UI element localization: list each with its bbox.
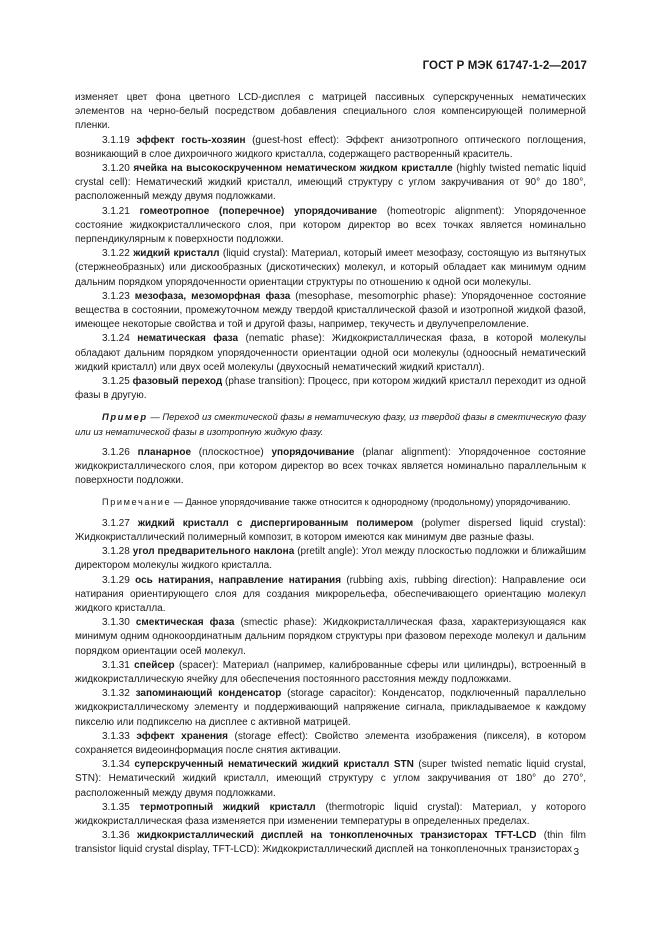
note-text: — Данное упорядочивание также относится к однородному (продольному) упорядочиванию. — [171, 497, 571, 508]
clause-number: 3.1.34 — [102, 759, 130, 771]
definition-text: (pretilt angle): Угол между плоскостью подложки и ближайшим директором молекулы жидкого кристалла. — [75, 546, 587, 572]
document-body — [75, 91, 586, 858]
definition-text: (nematic phase): Жидкокристаллическая фаза, в которой молекулы обладают дальним порядком упорядоченности ориентации одной оси молекулы (одноосный нематический жидкий кристалл) или двух осей молекулы (двухосный нематический жидкий кристалл). — [75, 333, 587, 373]
term: упорядочивание — [271, 446, 355, 458]
term: смектическая фаза — [135, 617, 235, 629]
definition-3-1-32 — [75, 687, 586, 730]
definition-3-1-19 — [75, 134, 586, 162]
clause-number: 3.1.19 — [102, 134, 130, 146]
term: ячейка на высокоскрученном нематическом жидком кристалле — [133, 163, 453, 175]
definition-3-1-21 — [75, 205, 586, 248]
definition-3-1-23 — [75, 290, 586, 333]
definition-3-1-36 — [75, 829, 586, 857]
definition-text: (homeotropic alignment): Упорядоченное состояние жидкокристаллического слоя, при котором директор во всех точках является номинально перпендикулярным к поверхности подложки. — [75, 205, 586, 246]
clause-number: 3.1.27 — [102, 517, 130, 529]
term: жидкий кристалл — [133, 248, 220, 260]
definition-text: (polymer dispersed liquid crystal): Жидкокристаллический полимерный композит, в котором имеются как минимум две разные фазы. — [75, 517, 587, 543]
clause-number: 3.1.21 — [102, 205, 130, 217]
definition-text: (guest-host effect): Эффект анизотропного оптического поглощения, возникающий в слое дихроичного жидкого кристалла, содержащего растворенный краситель. — [75, 134, 587, 160]
term: термотропный жидкий кристалл — [139, 801, 316, 813]
definition-text: (spacer): Материал (например, калиброванные сферы или цилиндры), встроенный в жидкокристаллическую ячейку для обеспечения постоянного расстояния между подложками. — [75, 659, 586, 685]
definition-3-1-30 — [75, 616, 586, 659]
definition-text: (mesophase, mesomorphic phase): Упорядоченное состояние вещества в состоянии, промежуточном между твердой кристаллической фазой и изотропной жидкой фазой, имеющее некоторые свойства и той и другой фазы, например, текучесть и двулучепреломление. — [75, 290, 587, 331]
term: нематическая фаза — [137, 333, 239, 345]
definition-3-1-28 — [75, 545, 586, 573]
term: эффект гость-хозяин — [136, 134, 246, 146]
definition-text: (storage effect): Свойство элемента изображения (пикселя), в котором сохраняется видеоинформация после снятия активации. — [75, 730, 586, 756]
definition-3-1-24 — [75, 332, 586, 375]
definition-text: (rubbing axis, rubbing direction): Направление оси натирания ориентирующего слоя для создания микрорельефа, обеспечивающего ориентацию молекул жидкого кристалла. — [75, 574, 587, 614]
definition-3-1-27 — [75, 517, 586, 545]
definition-3-1-26 — [75, 446, 586, 489]
definition-3-1-33 — [75, 730, 586, 758]
clause-number: 3.1.24 — [102, 333, 130, 345]
term: запоминающий конденсатор — [135, 688, 282, 700]
definition-3-1-20 — [75, 162, 586, 205]
definition-3-1-35 — [75, 801, 586, 829]
example-label: Пример — [102, 411, 148, 423]
note-label: Примечание — [102, 497, 172, 508]
definition-text: (planar alignment): Упорядоченное состояние жидкокристаллического слоя, при котором директор во всех точках является номинально параллельным к поверхности подложки. — [75, 446, 586, 487]
definition-text: (liquid crystal): Материал, который имеет мезофазу, состоящую из вытянутых (стержнеобразных) или дискообразных (дискотических) молекул, и который обладает как минимум одним дальним порядком упорядоченности ориентации структуры по отношению к одной оси молекулы. — [75, 248, 587, 288]
definition-3-1-22 — [75, 247, 586, 290]
clause-number: 3.1.32 — [102, 688, 130, 700]
clause-number: 3.1.36 — [102, 830, 130, 842]
term: эффект хранения — [136, 730, 229, 742]
page-number: 3 — [573, 847, 579, 858]
clause-number: 3.1.26 — [102, 446, 130, 458]
definition-text: (thermotropic liquid crystal): Материал, у которого жидкокристаллическая фаза изменяется при изменении температуры в определенных пределах. — [75, 801, 586, 827]
definition-text: (highly twisted nematic liquid crystal cell): Нематический жидкий кристалл, имеющий структуру с углом закручивания от 90° до 180°, расположенный между двумя подложками. — [75, 163, 587, 203]
clause-number: 3.1.22 — [102, 248, 130, 260]
term: спейсер — [134, 659, 175, 671]
clause-number: 3.1.28 — [102, 546, 130, 558]
definition-text: (super twisted nematic liquid crystal, STN): Нематический жидкий кристалл, имеющий структуру с углом закручивания от 180° до 270°, расположенный между двумя подложками. — [75, 759, 586, 799]
clause-number: 3.1.20 — [102, 163, 130, 175]
clause-number: 3.1.31 — [102, 659, 130, 671]
definition-3-1-34 — [75, 758, 586, 801]
term: угол предварительного наклона — [132, 546, 295, 558]
example-block — [75, 410, 586, 438]
term: суперскрученный нематический жидкий кристалл STN — [134, 759, 414, 771]
definition-3-1-25 — [75, 375, 586, 403]
definition-text: (phase transition): Процесс, при котором жидкий кристалл переходит из одной фазы в другую. — [75, 376, 586, 402]
term: фазовый переход — [132, 376, 223, 388]
standard-header: ГОСТ Р МЭК 61747-1-2—2017 — [422, 60, 587, 72]
term: планарное — [137, 446, 191, 458]
term: мезофаза, мезоморфная фаза — [134, 290, 291, 302]
definition-text: (thin film transistor liquid crystal display, TFT-LCD): Жидкокристаллический дисплей на тонкопленочных транзисторах — [75, 830, 587, 856]
definition-text: (smectic phase): Жидкокристаллическая фаза, характеризующаяся как минимум одним однокоординатным дальним порядком структуры при фазовом переходе молекул и дальним порядком ориентации осей молекул. — [75, 617, 586, 657]
clause-number: 3.1.25 — [102, 376, 130, 388]
definition-text: (плоскостное) — [191, 446, 272, 458]
term: жидкокристаллический дисплей на тонкопленочных транзисторах TFT-LCD — [137, 830, 537, 842]
note-block — [75, 495, 586, 509]
term: ось натирания, направление натирания — [135, 574, 342, 586]
clause-number: 3.1.30 — [102, 617, 130, 629]
definition-text: (storage capacitor): Конденсатор, подключенный параллельно жидкокристаллическому элементу и поддерживающий напряжение сигнала, прикладываемое к каждому пикселю или подпикселю на дисплее с активной матрицей. — [75, 688, 586, 728]
term: жидкий кристалл с диспергированным полимером — [137, 517, 414, 529]
definition-3-1-31 — [75, 659, 586, 687]
clause-number: 3.1.29 — [102, 574, 130, 586]
example-text: — Переход из смектической фазы в нематическую фазу, из твердой фазы в смектическую фазу или из нематической фазы в изотропную жидкую фазу. — [75, 411, 586, 437]
clause-number: 3.1.33 — [102, 730, 130, 742]
clause-number: 3.1.35 — [102, 801, 130, 813]
term: гомеотропное (поперечное) упорядочивание — [139, 205, 378, 217]
definition-3-1-29 — [75, 574, 586, 617]
clause-number: 3.1.23 — [102, 290, 130, 302]
paragraph-continuation: изменяет цвет фона цветного LCD-дисплея с матрицей пассивных суперскрученных нематических элементов на черно-белый посредством добавления специального слоя компенсирующей полимерной пленки. — [75, 92, 586, 132]
